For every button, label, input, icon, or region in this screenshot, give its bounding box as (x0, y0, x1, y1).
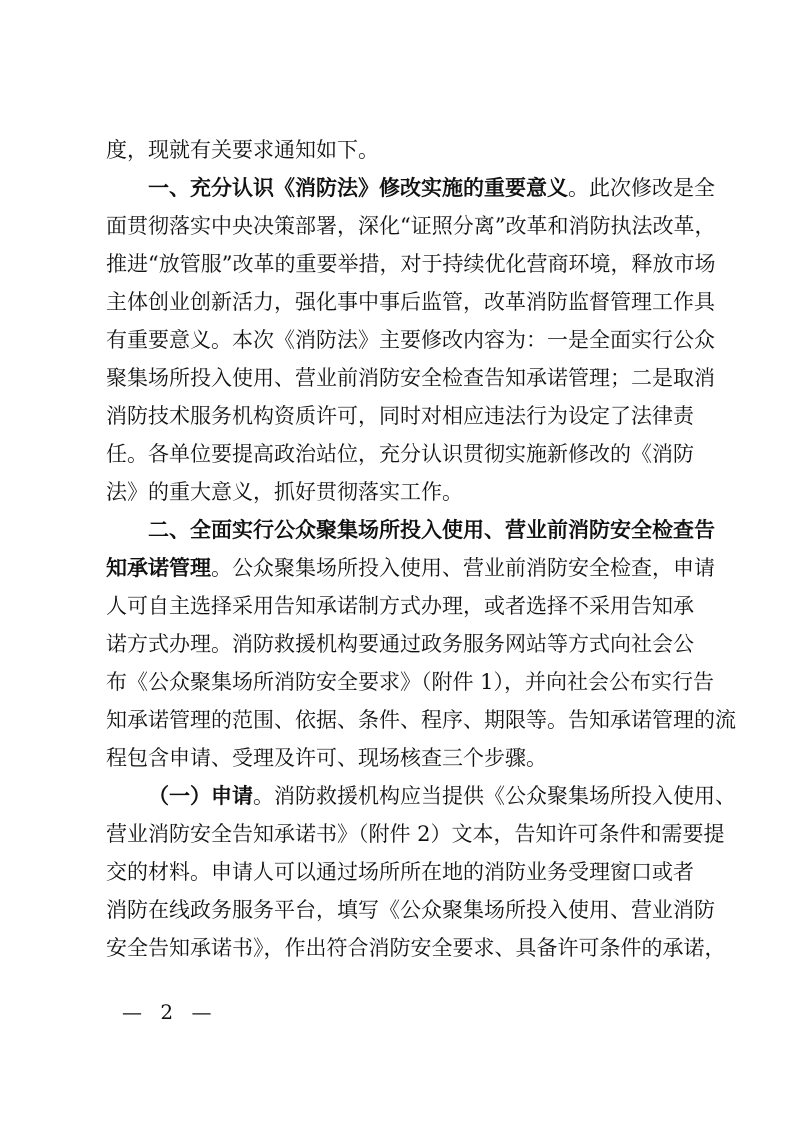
text-line (106, 511, 715, 549)
body-text: 交的材料。申请人可以通过场所所在地的消防业务受理窗口或者 (106, 860, 694, 884)
body-text: 主体创业创新活力，强化事中事后监管，改革消防监督管理工作具 (106, 290, 715, 314)
body-text: 面贯彻落实中央决策部署，深化“证照分离”改革和消防执法改革， (106, 214, 716, 238)
heading-text: 二、全面实行公众聚集场所投入使用、营业前消防安全检查告 (148, 518, 715, 542)
text-line (106, 777, 736, 815)
text-line (106, 853, 692, 891)
body-text: 人可自主选择采用告知承诺制方式办理，或者选择不采用告知承 (106, 594, 694, 618)
body-text: 消防在线政务服务平台，填写《公众聚集场所投入使用、营业消防 (106, 898, 715, 922)
text-line (106, 549, 715, 587)
text-line (106, 929, 726, 967)
body-text: 消防技术服务机构资质许可，同时对相应违法行为设定了法律责 (106, 404, 694, 428)
body-text: 知承诺管理的范围、依据、条件、程序、期限等。告知承诺管理的流 (106, 708, 736, 732)
text-line (106, 891, 715, 929)
text-line (106, 131, 692, 169)
body-text: 安全告知承诺书》，作出符合消防安全要求、具备许可条件的承诺， (106, 936, 726, 960)
body-text: 。公众聚集场所投入使用、营业前消防安全检查，申请 (211, 556, 715, 580)
body-text: 法》的重大意义，抓好贯彻落实工作。 (106, 480, 463, 504)
body-text: 。此次修改是全 (568, 176, 715, 200)
text-line (106, 587, 692, 625)
body-text: 布《公众聚集场所消防安全要求》（附件 1），并向社会公布实行告 (106, 670, 715, 694)
body-text: 程包含申请、受理及许可、现场核查三个步骤。 (106, 746, 547, 770)
body-text: 推进“放管服”改革的重要举措，对于持续优化营商环境，释放市场 (106, 252, 716, 276)
text-line (106, 169, 715, 207)
text-line (106, 397, 692, 435)
text-line (106, 435, 692, 473)
text-line (106, 815, 725, 853)
body-text: 有重要意义。本次《消防法》主要修改内容为：一是全面实行公众 (106, 328, 715, 352)
text-line (106, 625, 692, 663)
text-line (106, 663, 715, 701)
body-text: 任。各单位要提高政治站位，充分认识贯彻实施新修改的《消防 (106, 442, 694, 466)
text-line (106, 739, 692, 777)
text-line (106, 245, 716, 283)
body-text: 度，现就有关要求通知如下。 (106, 138, 379, 162)
text-line (106, 473, 692, 511)
page-number: — 2 — (122, 1000, 218, 1024)
document-body (106, 131, 736, 967)
body-text: 。消防救援机构应当提供《公众聚集场所投入使用、 (253, 784, 736, 808)
text-line (106, 321, 715, 359)
heading-text: 一、充分认识《消防法》修改实施的重要意义 (148, 176, 568, 200)
body-text: 诺方式办理。消防救援机构要通过政务服务网站等方式向社会公 (106, 632, 694, 656)
text-line (106, 701, 736, 739)
heading-text: （一）申请 (148, 784, 253, 808)
text-line (106, 359, 715, 397)
heading-text: 知承诺管理 (106, 556, 211, 580)
body-text: 聚集场所投入使用、营业前消防安全检查告知承诺管理；二是取消 (106, 366, 715, 390)
text-line (106, 283, 715, 321)
body-text: 营业消防安全告知承诺书》（附件 2）文本，告知许可条件和需要提 (106, 822, 725, 846)
text-line (106, 207, 716, 245)
